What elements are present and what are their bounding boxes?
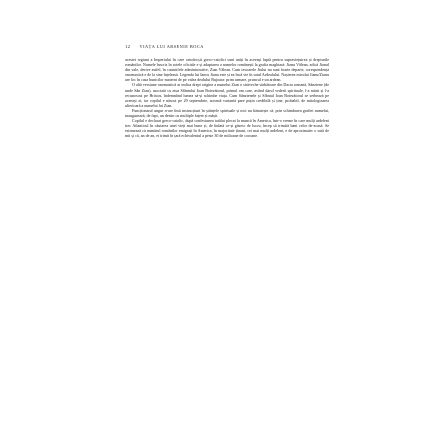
paragraph: Funcționarul ungur n-are însă instrucțiuni în științele spirituale și nici nu bănuiește că, prin schimbarea grafiei numelui, inaugurează, de fapt, un destin cu multiple fațete și măști. [125,107,329,119]
paragraph: Copilul e declarat greco-catolic, după confesiunea tatălui plecat la muncă în America, într-o vreme în care mulți ardeleni trec Atlanticul în căutarea unei vieți mai bune și, de îndată ce-și găsesc de lucru, încep să trimită bani celor de-acasă. Se estimează că numărul românilor emigrați în America, în majoritate țărani, cei mai mulți ardeleni, e de aproximativ o sută de mii și că, an de an, ei trimit în țară echivalentul a peste 30 de milioane de coroane. [125,118,329,139]
paragraph: O altă versiune onomastică ar indica drept origine a numelui Zian o străveche sărbătoare din Dacia romană, Sânziene (de unde Sân Zian), asociată cu ziua Sfântului Ioan Botezătorul, primul om care, având darul vederii spirituale, l-a mărit și l-a recunoscut pe Hristos, îndemnând lumea să-și schimbe viața. Cum Sânzienele și Sfântul Ioan Botezătorul se serbează pe aceeași zi, iar copilul e născut pe 29 septembrie, această variantă pare puțin credibilă și ține, probabil, de mitologizarea ulterioară a numelui lui Zian. [125,82,329,108]
body-text [125,57,329,139]
book-title: VIAȚA LUI ARSENIE BOCA [139,44,204,49]
page-number: 12 [125,44,131,49]
paragraph: acestei regiuni a Imperiului în care ortodocșii greco-catolici sunt uniți în aceeași luptă pentru supraviețuirea și drepturile românilor. Numele înscris în actele oficiale e și adaptarea a numelor românești la grafia maghiară: Jianu Vălean, adică Jianul din vale, derive astfel, în catastifele administrative, Zian Vălean. Cum izvoarele Jiului nu sunt foarte departe, corespondența onomastică e de la sine înțeleasă. Legenda lui Iancu Jianu este și ea încă vie în satul Ardealului. Nașterea micului Jianu/Zianu are loc în casa bunicilor materni de pe valea dealului Bujoara: prim urmare, pruncul e un ardean. [125,57,329,83]
running-head [125,44,330,49]
